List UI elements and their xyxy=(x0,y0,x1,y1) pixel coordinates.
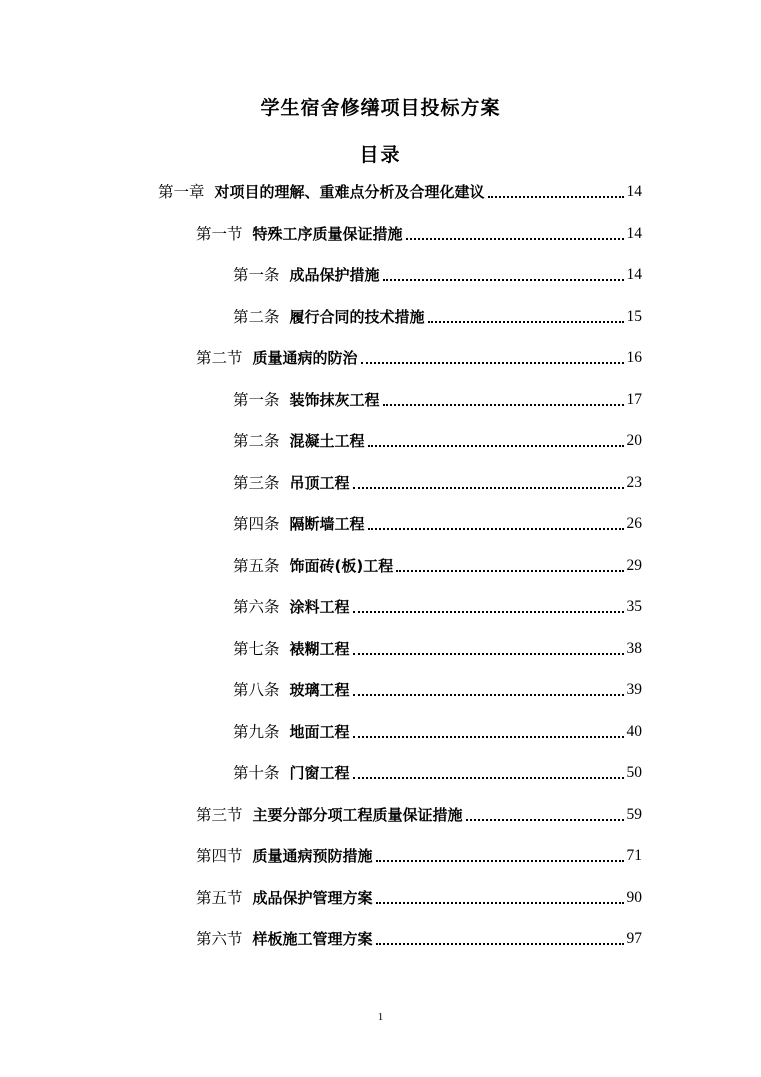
toc-entry[interactable] xyxy=(196,886,642,910)
toc-entry-number: 第六条 xyxy=(233,598,280,616)
toc-entry-number: 第六节 xyxy=(196,930,243,948)
toc-leader-dots xyxy=(353,735,624,738)
toc-entry[interactable] xyxy=(233,761,642,785)
toc-entry[interactable] xyxy=(196,803,642,827)
toc-heading: 目录 xyxy=(359,144,402,166)
toc-entry-label: 样板施工管理方案 xyxy=(252,930,373,948)
toc-leader-dots xyxy=(376,942,624,945)
toc-entry-number: 第三节 xyxy=(196,806,243,824)
toc-leader-dots xyxy=(428,320,624,323)
toc-entry-page: 14 xyxy=(626,266,642,283)
toc-entry-label: 饰面砖(板)工程 xyxy=(289,557,394,575)
toc-entry-label: 对项目的理解、重难点分析及合理化建议 xyxy=(214,183,485,201)
toc-entry-page: 16 xyxy=(626,349,642,366)
toc-entry[interactable] xyxy=(233,388,642,412)
toc-entry-page: 26 xyxy=(626,515,642,532)
toc-leader-dots xyxy=(396,569,623,572)
toc-entry-label: 质量通病预防措施 xyxy=(252,847,373,865)
toc-entry-label: 门窗工程 xyxy=(289,764,350,782)
toc-entry-label: 成品保护措施 xyxy=(289,266,380,284)
toc-entry-page: 35 xyxy=(626,598,642,615)
toc-entry-number: 第五条 xyxy=(233,557,280,575)
toc-leader-dots xyxy=(383,403,624,406)
toc-entry[interactable] xyxy=(158,180,642,204)
toc-leader-dots xyxy=(376,859,624,862)
toc-entry-page: 14 xyxy=(626,183,642,200)
toc-entry-label: 履行合同的技术措施 xyxy=(289,308,425,326)
toc-entry-label: 主要分部分项工程质量保证措施 xyxy=(252,806,463,824)
toc-entry-number: 第九条 xyxy=(233,723,280,741)
toc-entry[interactable] xyxy=(233,554,642,578)
toc-entry-label: 地面工程 xyxy=(289,723,350,741)
toc-entry-page: 97 xyxy=(626,930,642,947)
toc-entry-page: 23 xyxy=(626,474,642,491)
toc-entry-number: 第一章 xyxy=(158,183,205,201)
toc-leader-dots xyxy=(376,901,624,904)
toc-entry-number: 第三条 xyxy=(233,474,280,492)
toc-entry[interactable] xyxy=(233,720,642,744)
toc-leader-dots xyxy=(368,527,624,530)
toc-leader-dots xyxy=(488,195,624,198)
footer-page-number: 1 xyxy=(377,1011,384,1023)
toc-leader-dots xyxy=(353,486,624,489)
toc-entry-number: 第八条 xyxy=(233,681,280,699)
toc-entry-number: 第一条 xyxy=(233,266,280,284)
toc-entry-page: 38 xyxy=(626,640,642,657)
toc-entry-label: 成品保护管理方案 xyxy=(252,889,373,907)
toc-entry-label: 裱糊工程 xyxy=(289,640,350,658)
toc-entry[interactable] xyxy=(196,927,642,951)
toc-entry[interactable] xyxy=(233,595,642,619)
toc-entry[interactable] xyxy=(196,222,642,246)
toc-entry-label: 吊顶工程 xyxy=(289,474,350,492)
toc-entry[interactable] xyxy=(196,844,642,868)
toc-entry-number: 第二节 xyxy=(196,349,243,367)
toc-entry-number: 第十条 xyxy=(233,764,280,782)
toc-entry-label: 特殊工序质量保证措施 xyxy=(252,225,403,243)
toc-entry-page: 40 xyxy=(626,723,642,740)
toc-entry-label: 装饰抹灰工程 xyxy=(289,391,380,409)
toc-leader-dots xyxy=(368,444,624,447)
toc-leader-dots xyxy=(383,278,624,281)
toc-entry[interactable] xyxy=(233,305,642,329)
toc-entry[interactable] xyxy=(233,471,642,495)
toc-entry[interactable] xyxy=(233,263,642,287)
toc-entry-label: 涂料工程 xyxy=(289,598,350,616)
toc-entry-page: 59 xyxy=(626,806,642,823)
toc-leader-dots xyxy=(353,610,624,613)
toc-entry-page: 39 xyxy=(626,681,642,698)
toc-entry[interactable] xyxy=(196,346,642,370)
toc-entry-page: 20 xyxy=(626,432,642,449)
toc-entry-page: 14 xyxy=(626,225,642,242)
toc-entry-label: 质量通病的防治 xyxy=(252,349,358,367)
toc-entry-page: 71 xyxy=(626,847,642,864)
toc-leader-dots xyxy=(353,693,624,696)
toc-entry[interactable] xyxy=(233,429,642,453)
toc-leader-dots xyxy=(361,361,624,364)
toc-entry-label: 玻璃工程 xyxy=(289,681,350,699)
toc-entry-number: 第二条 xyxy=(233,308,280,326)
toc-leader-dots xyxy=(353,776,624,779)
toc-leader-dots xyxy=(406,237,624,240)
toc-entry[interactable] xyxy=(233,678,642,702)
toc-entry-label: 隔断墙工程 xyxy=(289,515,365,533)
toc-entry-page: 15 xyxy=(626,308,642,325)
toc-entry-page: 29 xyxy=(626,557,642,574)
toc-entry-number: 第一条 xyxy=(233,391,280,409)
toc-entry[interactable] xyxy=(233,512,642,536)
toc-entry-number: 第七条 xyxy=(233,640,280,658)
toc-entry-page: 17 xyxy=(626,391,642,408)
toc-entry-page: 50 xyxy=(626,764,642,781)
toc-entry-number: 第四节 xyxy=(196,847,243,865)
toc-entry-page: 90 xyxy=(626,889,642,906)
toc-leader-dots xyxy=(466,818,624,821)
toc-entry-label: 混凝土工程 xyxy=(289,432,365,450)
toc-entry-number: 第二条 xyxy=(233,432,280,450)
toc-leader-dots xyxy=(353,652,624,655)
toc-entry[interactable] xyxy=(233,637,642,661)
toc-entry-number: 第一节 xyxy=(196,225,243,243)
document-title: 学生宿舍修缮项目投标方案 xyxy=(260,97,501,119)
toc-entry-number: 第五节 xyxy=(196,889,243,907)
toc-entry-number: 第四条 xyxy=(233,515,280,533)
